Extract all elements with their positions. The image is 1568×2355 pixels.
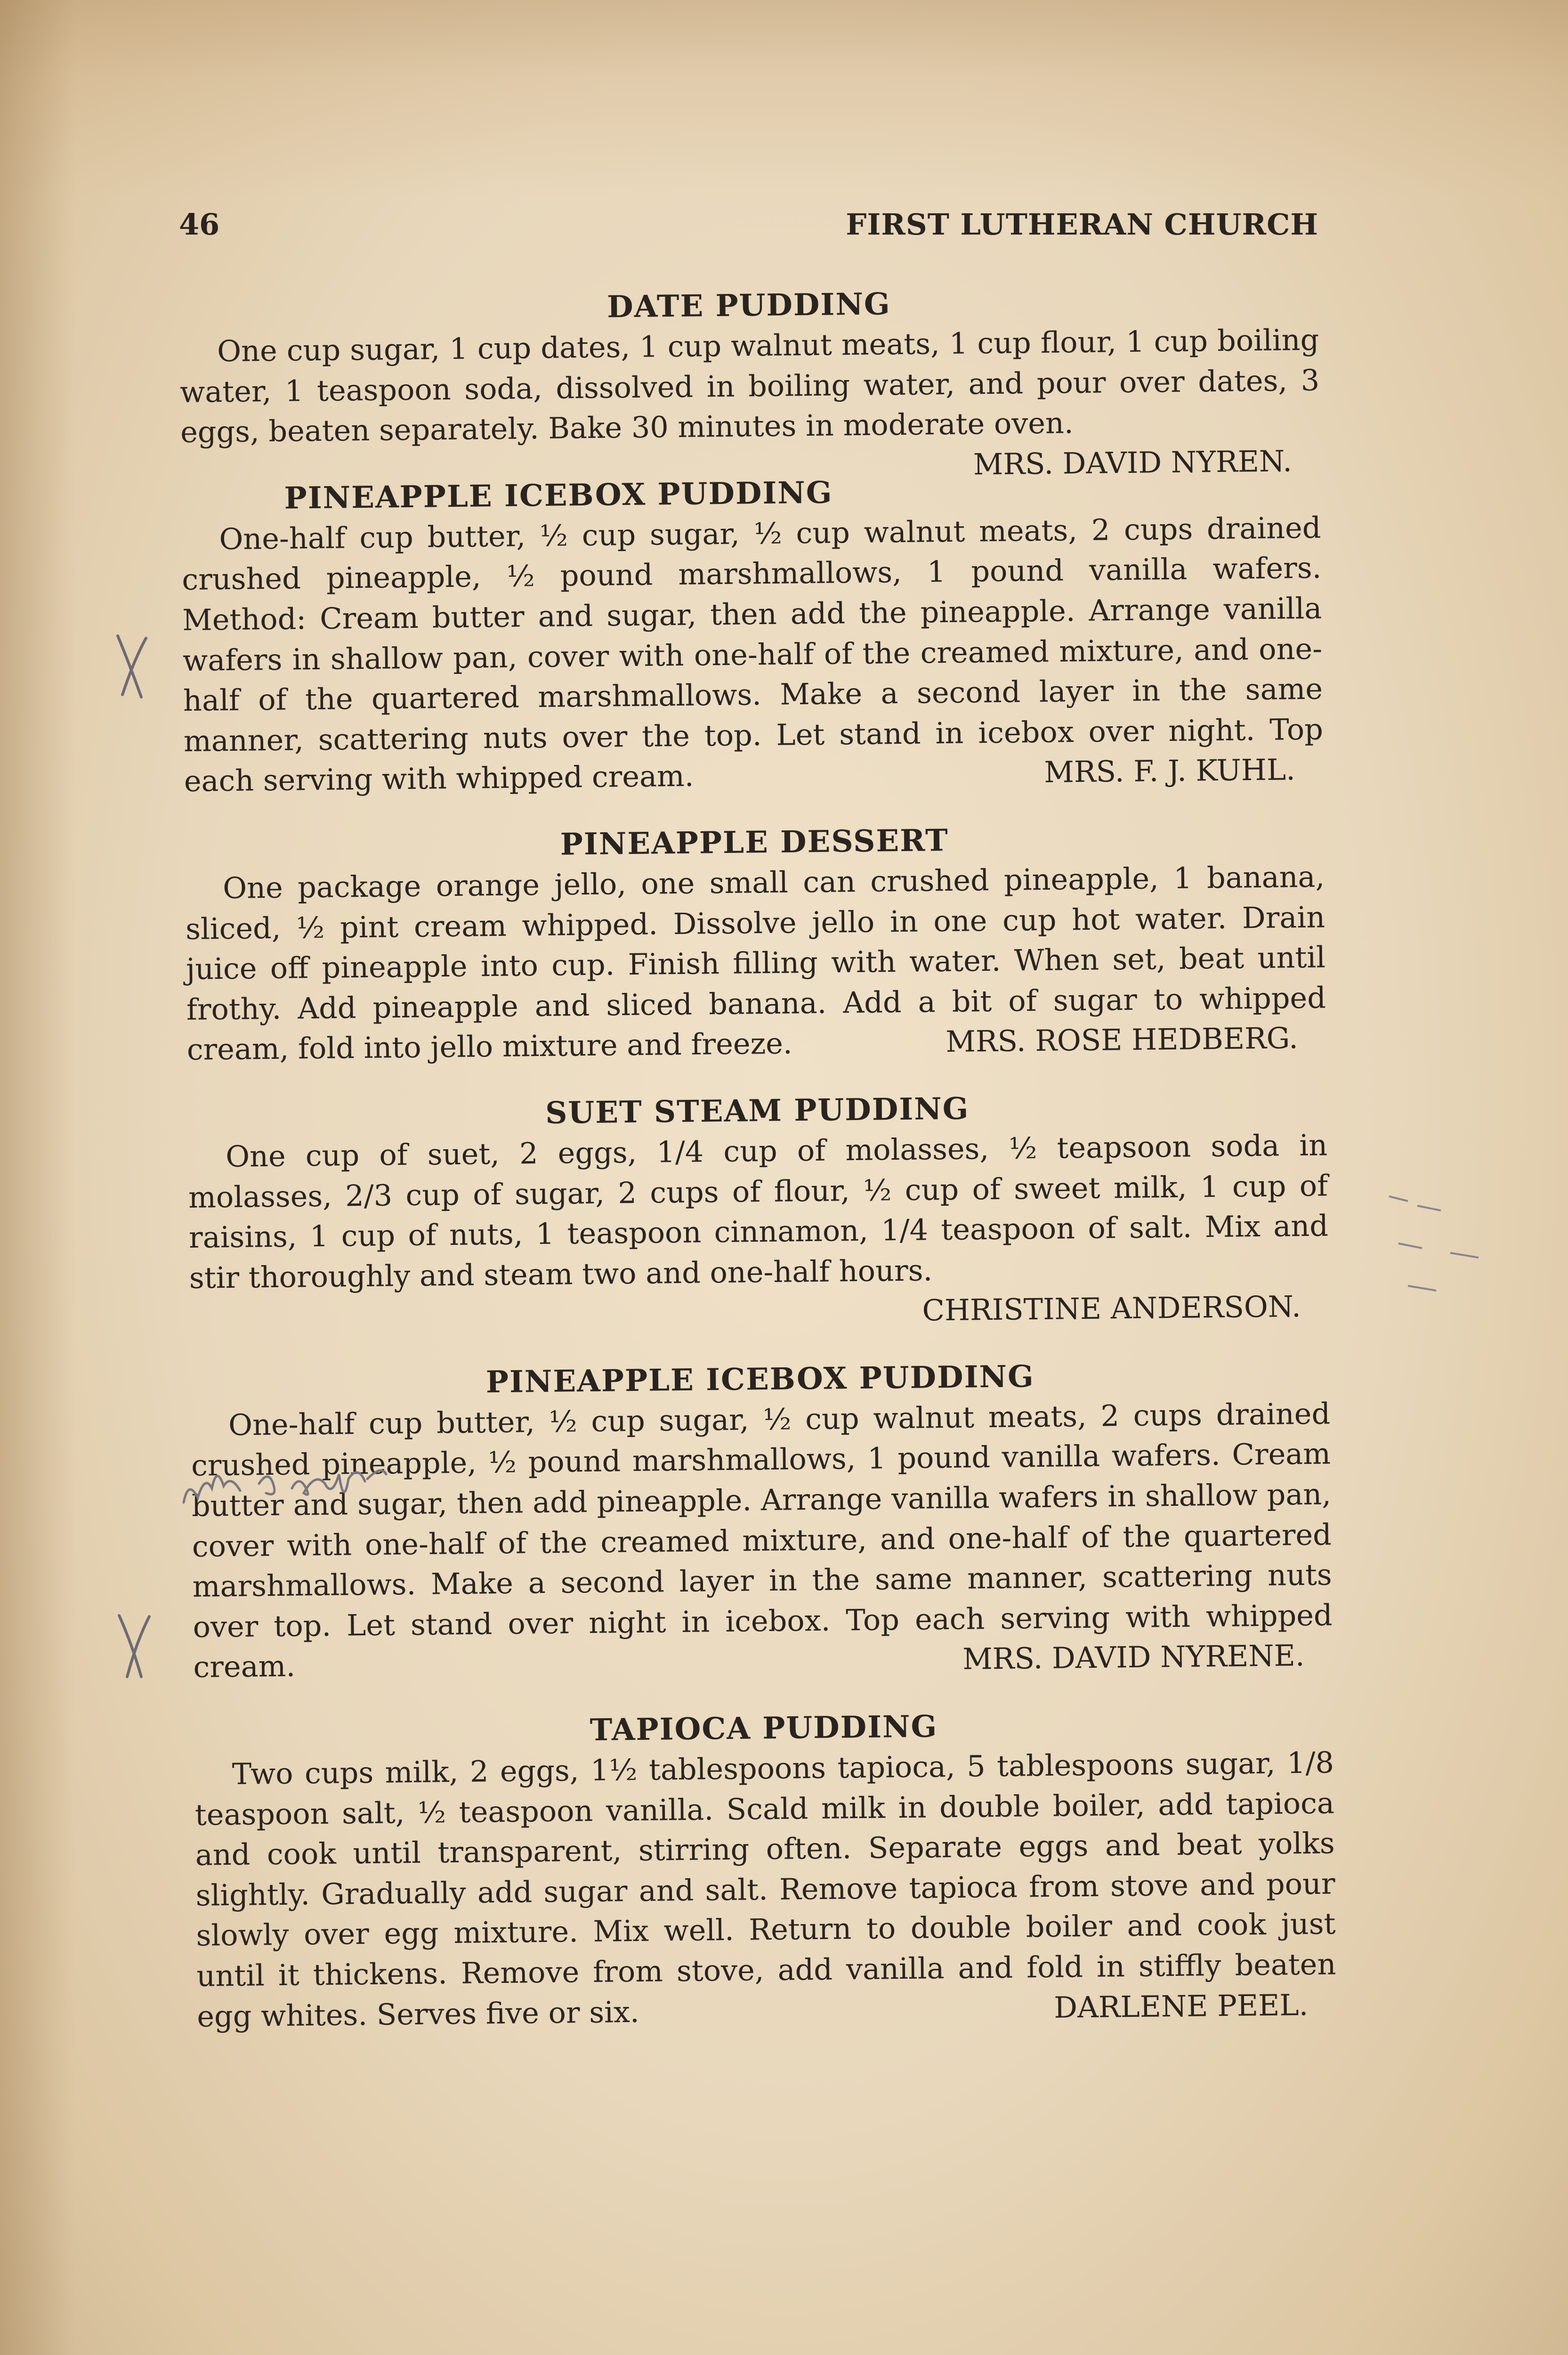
recipe-tapioca-pudding	[194, 1703, 1337, 2037]
recipe-text: One package orange jello, one small can crushed pineapple, 1 banana, sliced, ½ pint cream whipped. Dissolve jello in one cup hot water. Drain juice off pineapple into cup. Finish filling with water. When set, beat until frothy. Add pineapple and sliced banana. Add a bit of sugar to whipped cream, fold into jello mixture and freeze.	[185, 859, 1326, 1067]
running-head	[179, 207, 1318, 250]
recipe-column	[179, 280, 1337, 2064]
recipe-title: SUET STEAM PUDDING	[545, 1091, 970, 1131]
recipe-author: MRS. F. J. KUHL.	[1044, 752, 1296, 790]
handwritten-note-add-2-eggs	[179, 1446, 443, 1517]
recipe-author: MRS. DAVID NYRENE.	[962, 1638, 1305, 1677]
recipe-title: PINEAPPLE DESSERT	[560, 822, 949, 862]
recipe-title: PINEAPPLE ICEBOX PUDDING	[485, 1358, 1035, 1400]
page-edge-shadow	[0, 0, 75, 2355]
recipe-body	[181, 507, 1324, 801]
recipe-body	[179, 320, 1320, 482]
recipe-text: One-half cup butter, ½ cup sugar, ½ cup walnut meats, 2 cups drained crushed pineapple, ½ pound marshmallows, 1 pound vanilla wafers. Cream butter and sugar, then add pineapple. Arrange vanilla wafers in shallow pan, cover with one-half of the creamed mixture, and one-half of the quartered marshmallows. Make a second layer in the same manner, scattering nuts over top. Let stand over night in icebox. Top each serving with whipped cream.	[191, 1396, 1333, 1685]
recipe-pineapple-icebox-pudding	[181, 468, 1324, 801]
recipe-pineapple-dessert	[185, 817, 1326, 1070]
recipe-suet-steam-pudding	[187, 1085, 1329, 1338]
recipe-body	[185, 857, 1326, 1070]
pencil-x-mark-icon	[115, 1611, 153, 1681]
recipe-text: One-half cup butter, ½ cup sugar, ½ cup walnut meats, 2 cups drained crushed pineapple, ½ pound marshmallows, 1 pound vanilla wafers. Method: Cream butter and sugar, then add the pineapple. Arrange vanilla wafers in shallow pan, cover with one-half of the creamed mixture, and one-half of the quartered marshmallows. Make a second layer in the same manner, scattering nuts over the top. Let stand in icebox over night. Top each serving with whipped cream.	[182, 510, 1324, 799]
recipe-body: One cup of suet, 2 eggs, 1/4 cup of molasses, ½ teapsoon soda in molasses, 2/3 cup of sugar, 2 cups of flour, ½ cup of sweet milk, 1 cup of raisins, 1 cup of nuts, 1 teaspoon cinnamon, 1/4 teaspoon of salt. Mix and stir thoroughly and steam two and one-half hours.	[188, 1128, 1329, 1295]
recipe-body	[191, 1393, 1333, 1687]
recipe-body	[194, 1743, 1337, 2037]
pencil-smudge-marks	[1380, 1178, 1549, 1319]
recipe-title: TAPIOCA PUDDING	[590, 1709, 938, 1748]
pencil-x-mark-icon	[113, 631, 151, 702]
page-number: 46	[179, 207, 220, 242]
recipe-text: One cup sugar, 1 cup dates, 1 cup walnut meats, 1 cup flour, 1 cup boiling water, 1 teaspoon soda, dissolved in boiling water, and pour over dates, 3 eggs, beaten separately. Bake 30 minutes in moderate oven.	[179, 322, 1320, 450]
recipe-author: MRS. ROSE HEDBERG.	[946, 1021, 1299, 1059]
recipe-date-pudding	[179, 280, 1320, 482]
running-title: FIRST LUTHERAN CHURCH	[846, 207, 1318, 242]
recipe-author: CHRISTINE ANDERSON.	[922, 1289, 1301, 1328]
recipe-title: PINEAPPLE ICEBOX PUDDING	[284, 475, 833, 516]
recipe-text: Two cups milk, 2 eggs, 1½ tablespoons tapioca, 5 tablespoons sugar, 1/8 teaspoon salt, ½ teaspoon vanilla. Scald milk in double boiler, add tapioca and cook until transparent, stirring often. Separate eggs and beat yolks slightly. Gradually add sugar and salt. Remove tapioca from stove and pour slowly over egg mixture. Mix well. Return to double boiler and cook just until it thickens. Remove from stove, add vanilla and fold in stiffly beaten egg whites. Serves five or six.	[194, 1745, 1336, 2034]
recipe-title: DATE PUDDING	[606, 286, 891, 325]
recipe-author: DARLENE PEEL.	[1053, 1987, 1309, 2025]
recipe-pineapple-icebox-pudding-2	[190, 1354, 1333, 1687]
water-stain-top	[0, 0, 1568, 198]
recipe-author: MRS. DAVID NYREN.	[973, 444, 1293, 482]
